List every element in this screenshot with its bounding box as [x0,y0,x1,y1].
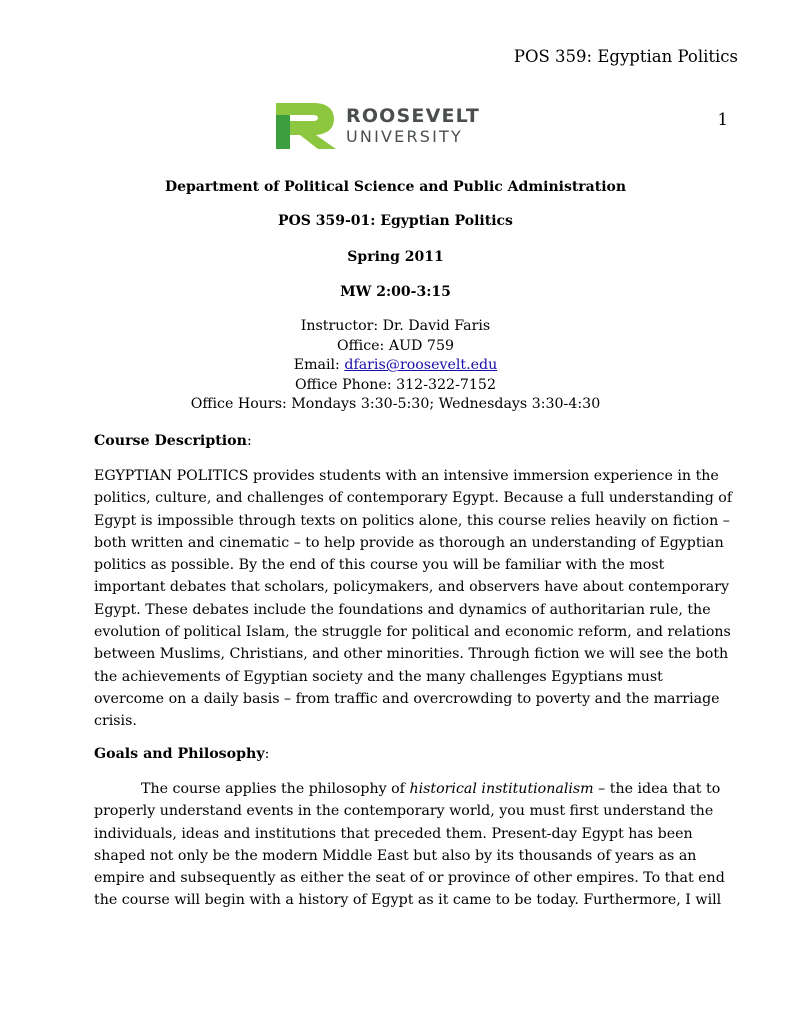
paragraph-text: – the idea that to [593,781,721,797]
instructor-info [0,317,791,415]
paragraph-line: Egypt. These debates include the foundations and dynamics of authoritarian rule, the [94,601,711,618]
email-link[interactable]: dfaris@roosevelt.edu [344,357,498,373]
goals-heading-text: Goals and Philosophy [94,746,265,762]
instructor-email-line [0,356,791,376]
roosevelt-r-mark-icon [276,103,340,153]
roosevelt-university-logo [276,103,520,153]
paragraph-italic-term: historical institutionalism [409,781,594,797]
goals-heading [94,744,269,764]
instructor-name: Instructor: Dr. David Faris [300,318,491,334]
paragraph-line: Egypt is impossible through texts on politics alone, this course relies heavily on fiction – [94,512,730,529]
paragraph-line: politics, culture, and challenges of contemporary Egypt. Because a full understanding of [94,490,733,507]
paragraph-line: crisis. [94,713,137,730]
paragraph-line: EGYPTIAN POLITICS provides students with an intensive immersion experience in the [94,468,719,484]
instructor-office: Office: AUD 759 [336,337,455,354]
paragraph-line: overcome on a daily basis – from traffic and overcrowding to poverty and the marriage [94,690,720,707]
paragraph-line: shaped not only be the modern Middle East but also by its thousands of years as an [94,847,697,864]
course-description-heading-colon: : [246,433,252,449]
running-header-title: POS 359: Egyptian Politics [513,47,738,66]
logo-wordmark-roosevelt: ROOSEVELT [346,105,481,127]
department-title: Department of Political Science and Public Administration [164,179,627,195]
paragraph-line: important debates that scholars, policymakers, and observers have about contemporary [94,579,729,596]
course-description-heading-text: Course Description [94,433,247,449]
paragraph-line: both written and cinematic – to help provide as thorough an understanding of Egyptian [94,534,724,551]
email-label: Email: [293,357,345,373]
paragraph-text: The course applies the philosophy of [141,781,410,797]
paragraph-line: the course will begin with a history of Egypt as it came to be today. Furthermore, I will [94,892,722,909]
page-number: 1 [717,110,728,129]
schedule-title: MW 2:00-3:15 [340,284,451,300]
paragraph-line: evolution of political Islam, the struggle for political and economic reform, and relations [94,624,731,641]
paragraph-line: individuals, ideas and institutions that preceded them. Present-day Egypt has been [94,825,693,842]
course-title: POS 359-01: Egyptian Politics [278,213,513,229]
paragraph-line: between Muslims, Christians, and other minorities. Through fiction we will see the both [94,646,729,663]
paragraph-line: the achievements of Egyptian society and the many challenges Egyptians must [94,668,663,685]
course-description-paragraph [94,465,733,733]
instructor-office-hours: Office Hours: Mondays 3:30-5:30; Wednesdays 3:30-4:30 [190,396,601,412]
paragraph-line: properly understand events in the contemporary world, you must first understand the [94,803,714,820]
paragraph-line: politics as possible. By the end of this course you will be familiar with the most [94,557,665,574]
course-description-heading [94,431,252,451]
logo-wordmark-university: UNIVERSITY [346,127,463,146]
instructor-phone: Office Phone: 312-322-7152 [294,376,496,393]
term-title: Spring 2011 [347,249,444,265]
paragraph-line: empire and subsequently as either the seat of or province of other empires. To that end [94,870,725,887]
paragraph-first-line [94,778,721,800]
goals-paragraph [94,778,725,912]
goals-heading-colon: : [264,746,270,762]
